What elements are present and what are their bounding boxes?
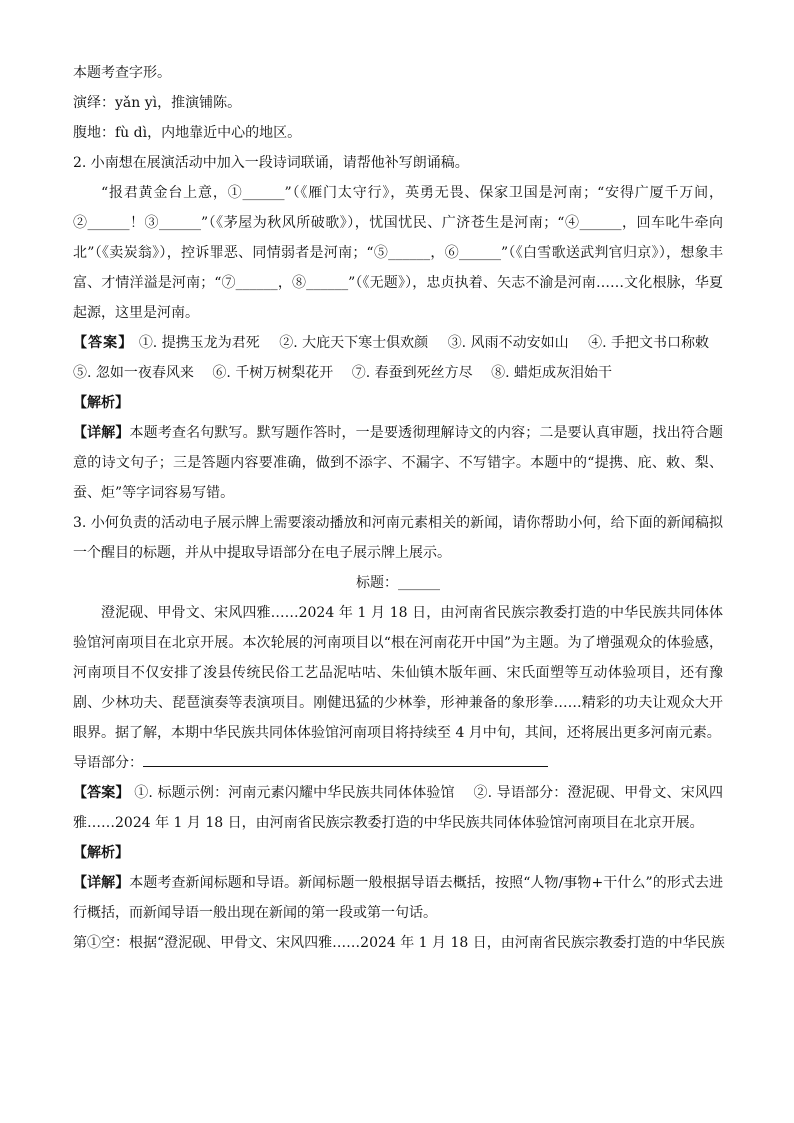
answer-text: ①. 标题示例：河南元素闪耀中华民族共同体体验馆 ②. 导语部分：澄泥砚、甲骨文、宋风四雅……2024 年 1 月 18 日，由河南省民族宗教委打造的中华民族共同体体验馆河南项目在北京开展。	[73, 785, 724, 831]
question-2-answer	[73, 328, 723, 388]
question-3-stem: 3. 小何负责的活动电子展示牌上需要滚动播放和河南元素相关的新闻，请你帮助小何，给下面的新闻稿拟一个醒目的标题，并从中提取导语部分在电子展示牌上展示。	[73, 515, 723, 561]
question-2-detail	[73, 418, 723, 508]
answer-item: ④. 手把文书口称敕	[588, 335, 710, 351]
detail-text: 本题考查名句默写。默写题作答时，一是要透彻理解诗文的内容；二是要认真审题，找出符合题意的诗文句子；三是答题内容要准确，做到不添字、不漏字、不写错字。本题中的“提携、庇、敕、梨、蚕、炬”等字词容易写错。	[73, 425, 724, 501]
analysis-label: 【解析】	[73, 395, 129, 411]
answer-item: ⑧. 蜡炬成灰泪始干	[491, 365, 612, 381]
detail-label: 【详解】	[73, 425, 130, 441]
intro-line-2: 演绎：yǎn yì，推演铺陈。	[73, 95, 242, 111]
lead-blank	[73, 748, 723, 778]
answer-item: ②. 大庇天下寒士俱欢颜	[279, 335, 429, 351]
question-3-detail	[73, 868, 723, 928]
news-article: 澄泥砚、甲骨文、宋风四雅……2024 年 1 月 18 日，由河南省民族宗教委打造的中华民族共同体体验馆河南项目在北京开展。本次轮展的河南项目以“根在河南花开中国”为主题。为了增强观众的体验感，河南项目不仅安排了浚县传统民俗工艺品泥咕咕、朱仙镇木版年画、宋氏面塑等互动体验项目，还有豫剧、少林功夫、琵琶演奏等表演项目。刚健迅猛的少林拳，形神兼备的象形拳……精彩的功夫让观众大开眼界。据了解，本期中华民族共同体体验馆河南项目将持续至 4 月中旬，其间，还将展出更多河南元素。	[73, 605, 723, 741]
answer-item: ⑤. 忽如一夜春风来	[73, 365, 194, 381]
question-3-last-line: 第①空：根据“澄泥砚、甲骨文、宋风四雅……2024 年 1 月 18 日，由河南省民族宗教委打造的中华民族	[73, 935, 725, 951]
lead-label: 导语部分：	[73, 755, 143, 771]
detail-text: 本题考查新闻标题和导语。新闻标题一般根据导语去概括，按照“人物/事物+干什么”的形式去进行概括，而新闻导语一般出现在新闻的第一段或第一句话。	[73, 875, 723, 921]
document-page	[73, 58, 723, 958]
answer-item: ⑥. 千树万树梨花开	[212, 365, 334, 381]
question-3-answer	[73, 778, 723, 838]
news-title-blank: 标题：______	[356, 575, 440, 591]
answer-item: ⑦. 春蚕到死丝方尽	[351, 365, 473, 381]
detail-label: 【详解】	[73, 875, 130, 891]
analysis-label: 【解析】	[73, 845, 129, 861]
question-2-stem: 2. 小南想在展演活动中加入一段诗词联诵，请帮他补写朗诵稿。	[73, 155, 469, 171]
question-2-passage: “报君黄金台上意，①______”（《雁门太守行》，英勇无畏、保家卫国是河南；“安得广厦千万间，②______！③______”（《茅屋为秋风所破歌》），忧国忧民、广济苍生是河南；“④______，回车叱牛牵向北”（《卖炭翁》），控诉罪恶、同情弱者是河南；“⑤______，⑥______”（《白雪歌送武判官归京》），想象丰富、才情洋溢是河南；“⑦______，⑧______”（《无题》），忠贞执着、矢志不渝是河南……文化根脉，华夏起源，这里是河南。	[73, 185, 723, 321]
answer-item: ③. 风雨不动安如山	[447, 335, 569, 351]
lead-underline	[143, 752, 548, 767]
answer-label: 【答案】	[73, 785, 130, 801]
answer-label: 【答案】	[73, 335, 134, 351]
answer-item: ①. 提携玉龙为君死	[138, 335, 260, 351]
intro-line-3: 腹地：fù dì，内地靠近中心的地区。	[73, 125, 302, 141]
intro-line-1: 本题考查字形。	[73, 65, 171, 81]
